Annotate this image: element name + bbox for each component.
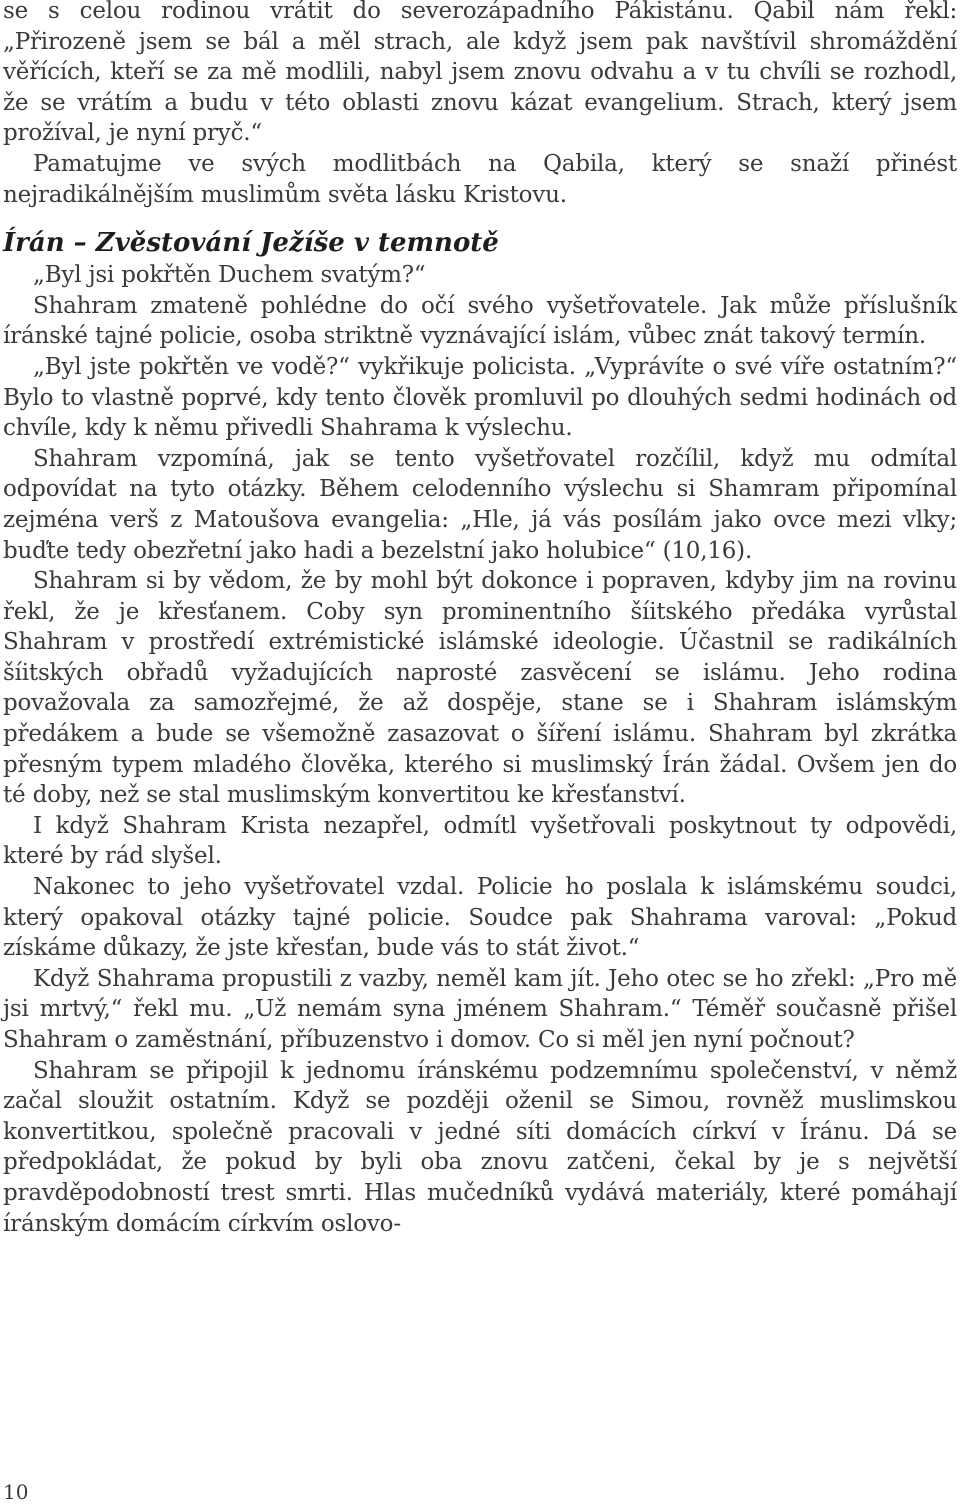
paragraph-body: Nakonec to jeho vyšetřovatel vzdal. Policie ho poslala k islámskému soudci, který opakoval otázky tajné policie. Soudce pak Shahrama varoval: „Pokud získáme důkazy, že jste křesťan, bude vás to stát život.“: [3, 874, 957, 962]
paragraph-body: Shahram zmateně pohlédne do očí svého vyšetřovatele. Jak může příslušník íránské tajné policie, osoba striktně vyznávající islám, vůbec znát takový termín.: [3, 292, 957, 350]
paragraph-body: Když Shahrama propustili z vazby, neměl kam jít. Jeho otec se ho zřekl: „Pro mě jsi mrtvý,“ řekl mu. „Už nemám syna jménem Shahram.“ Téměř současně přišel Shahram o zaměstnání, příbuzenstvo i domov. Co si měl jen nyní počnout?: [3, 965, 957, 1053]
paragraph-body: Shahram vzpomíná, jak se tento vyšetřovatel rozčílil, když mu odmítal odpovídat na tyto otázky. Během celodenního výslechu si Shamram připomínal zejména verš z Matoušova evangelia: „Hle, já vás posílám jako ovce mezi vlky; buďte tedy obezřetní jako hadi a bezelstní jako holubice“ (10,16).: [3, 445, 957, 564]
paragraph-body: „Byl jste pokřtěn ve vodě?“ vykřikuje policista. „Vyprávíte o své víře ostatním?“ Bylo to vlastně poprvé, kdy tento člověk promluvil po dlouhých sedmi hodinách od chvíle, kdy k němu přivedli Shahrama k výslechu.: [3, 353, 957, 442]
paragraph-body: Shahram se připojil k jednomu íránskému podzemnímu společenství, v němž začal sloužit ostatním. Když se později oženil se Simou, rovněž muslimskou konvertitkou, společně pracovali v jedné síti domácích církví v Íránu. Dá se předpokládat, že pokud by byli oba znovu zatčeni, čekal by je s největší pravděpodobností trest smrti. Hlas mučedníků vydává materiály, které pomáhají íránským domácím církvím oslovo-: [3, 1057, 957, 1237]
paragraph-body: I když Shahram Krista nezapřel, odmítl vyšetřovali poskytnout ty odpovědi, které by rád slyšel.: [3, 812, 957, 870]
paragraph-body: Shahram si by vědom, že by mohl být dokonce i popraven, kdyby jim na rovinu řekl, že je křesťanem. Coby syn prominentního šíitského předáka vyrůstal Shahram v prostředí extrémistické islámské ideologie. Účastnil se radikálních šíitských obřadů vyžadujících naprosté zasvěcení se islámu. Jeho rodina považovala za samozřejmé, že až dospěje, stane se i Shahram islámským předákem a bude se všemožně zasazovat o šíření islámu. Shahram byl zkrátka přesným typem mladého člověka, kterého si muslimský Írán žádal. Ovšem jen do té doby, než se stal muslimským konvertitou ke křesťanství.: [3, 568, 957, 809]
page-number: 10: [3, 1480, 29, 1504]
paragraph-prayer-request: Pamatujme ve svých modlitbách na Qabila, který se snaží přinést nejradikálnějším muslimům světa lásku Kristovu.: [3, 150, 957, 208]
paragraph-body: „Byl jsi pokřtěn Duchem svatým?“: [33, 262, 426, 289]
document-page: [3, 0, 957, 1509]
section-heading: Írán – Zvěstování Ježíše v temnotě: [3, 228, 499, 259]
paragraph-qabil-quote: se s celou rodinou vrátit do severozápadního Pákistánu. Qabil nám řekl: „Přirozeně jsem se bál a měl strach, ale když jsem pak navštívil shromáždění věřících, kteří se za mě modlili, nabyl jsem znovu odvahu a v tu chvíli se rozhodl, že se vrátím a budu v této oblasti znovu kázat evangelium. Strach, který jsem prožíval, je nyní pryč.“: [3, 0, 957, 147]
